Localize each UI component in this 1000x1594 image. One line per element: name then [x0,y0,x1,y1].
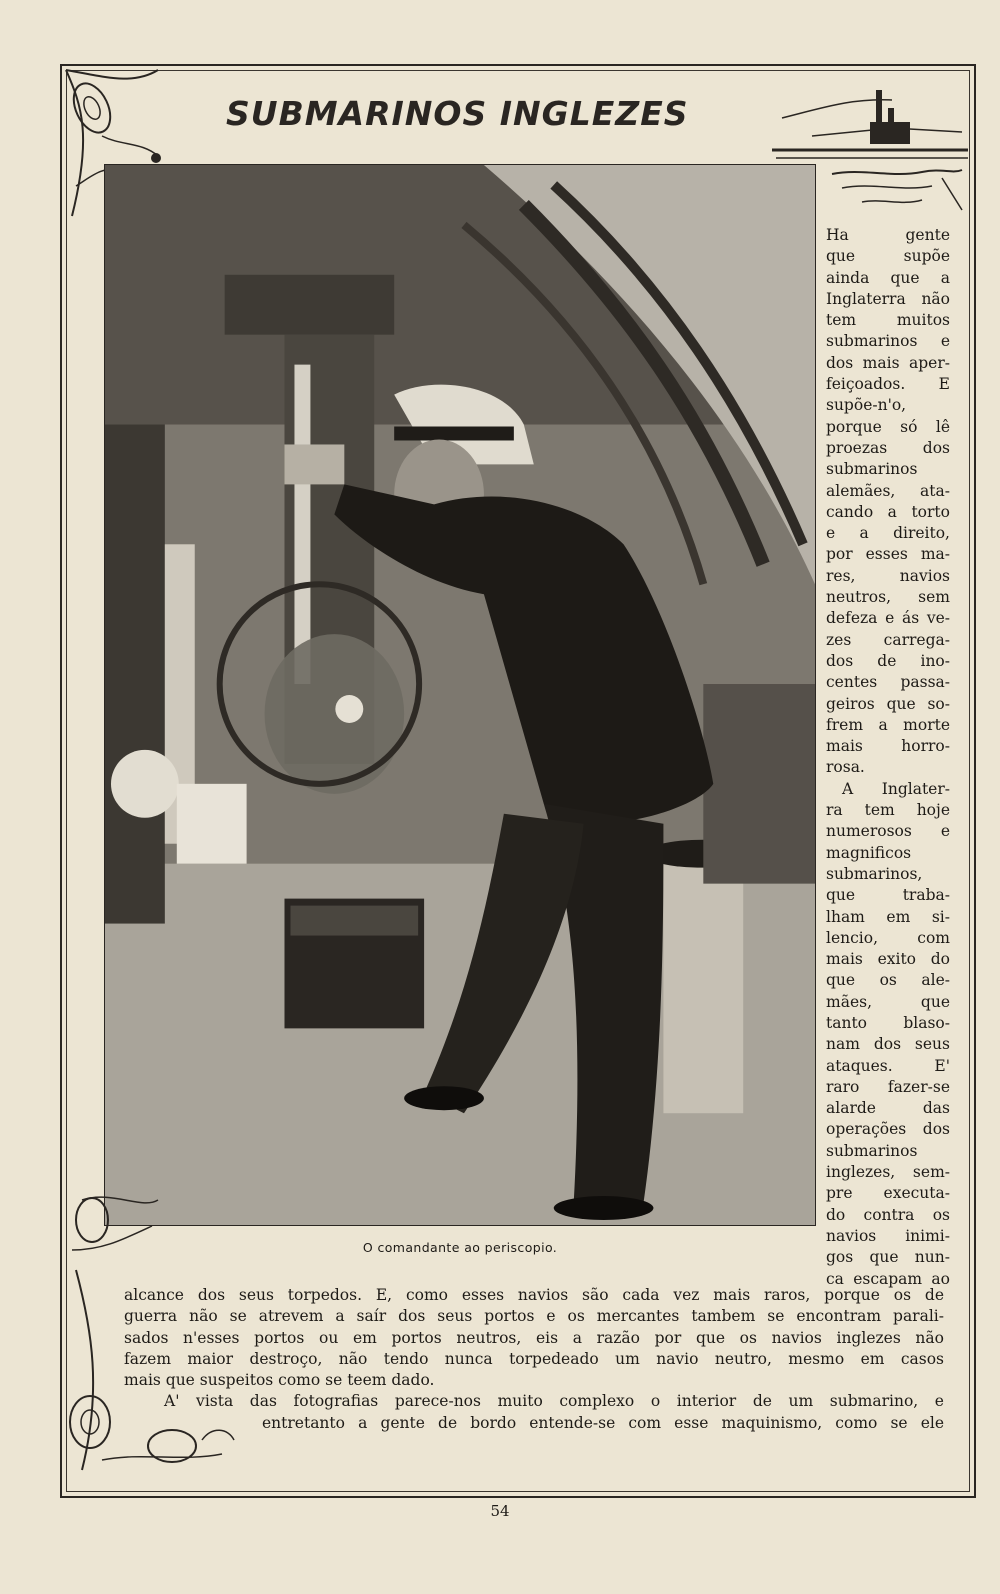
text-line: dos de ino- [826,651,950,670]
text-line: Inglaterra não [826,289,950,308]
text-line: guerra não se atrevem a saír dos seus portos e os mercantes tambem se encontram parali- [124,1307,944,1326]
text-line: que traba- [826,886,950,905]
page-number: 54 [490,1502,510,1520]
text-line: ca escapam ao [826,1269,950,1288]
text-line: alcance dos seus torpedos. E, como esses navios são cada vez mais raros, porque os de [124,1286,944,1304]
text-line: A Inglater- [842,779,950,798]
text-line: entretanto a gente de bordo entende-se com esse maquinismo, como se ele [262,1413,944,1432]
text-line: fazem maior destroço, não tendo nunca torpedeado um navio neutro, mesmo em casos [124,1349,944,1368]
text-line: lham em si- [826,907,950,926]
text-line: res, navios [826,566,950,585]
text-line: nam dos seus [826,1035,950,1054]
text-line: feiçoados. E [826,375,950,394]
text-line: Ha gente [826,226,950,244]
text-line: gos que nun- [826,1248,950,1267]
text-line: submarinos [826,460,918,479]
text-line: que supõe [826,247,950,266]
text-line: navios inimi- [826,1226,950,1245]
text-line: mais horro- [826,737,950,756]
article-body-bottom [124,1285,944,1434]
text-line: operações dos [826,1120,950,1139]
text-line: raro fazer-se [826,1077,950,1096]
text-line: alarde das [826,1099,950,1118]
text-line: ainda que a [826,268,950,287]
text-line: que os ale- [826,971,950,990]
text-line: cando a torto [826,502,950,521]
text-line: centes passa- [826,673,950,692]
article-side-column [826,225,950,1290]
text-line: lencio, com [826,928,950,947]
text-line: geiros que so- [826,694,950,713]
text-line: proezas dos [826,438,950,457]
text-line: mais exito do [826,950,950,969]
text-line: tem muitos [826,311,950,330]
text-line: do contra os [826,1205,950,1224]
text-line: magnificos [826,843,912,862]
text-line: defeza e ás ve- [826,609,950,628]
photo-caption: O comandante ao periscopio. [362,1240,558,1255]
text-line: mais que suspeitos como se teem dado. [124,1371,435,1390]
text-line: submarinos e [826,332,950,351]
text-line: A' vista das fotografias parece-nos muito complexo o interior de um submarino, e [164,1392,944,1411]
text-line: supõe-n'o, [826,396,907,415]
text-line: ataques. E' [826,1056,950,1075]
text-line: porque só lê [826,417,950,436]
text-line: por esses ma- [826,545,950,564]
text-line: pre executa- [826,1184,950,1203]
text-line: alemães, ata- [826,481,950,500]
text-line: rosa. [826,758,865,777]
text-line: tanto blaso- [826,1013,950,1032]
text-line: submarinos [826,1141,918,1160]
text-line: sados n'esses portos ou em portos neutros, eis a razão por que os navios inglezes não [124,1328,944,1347]
text-line: neutros, sem [826,588,950,607]
text-line: zes carrega- [826,630,950,649]
text-line: dos mais aper- [826,353,950,372]
article-title: SUBMARINOS INGLEZES [226,94,689,133]
floral-ornament-bottom-left [62,1190,242,1480]
text-line: ra tem hoje [826,801,950,820]
submarine-interior-photo [104,164,816,1226]
text-line: mães, que [826,992,950,1011]
text-line: submarinos, [826,864,923,883]
text-line: frem a morte [826,715,950,734]
text-line: e a direito, [826,524,950,543]
text-line: inglezes, sem- [826,1163,950,1182]
text-line: numerosos e [826,822,950,841]
